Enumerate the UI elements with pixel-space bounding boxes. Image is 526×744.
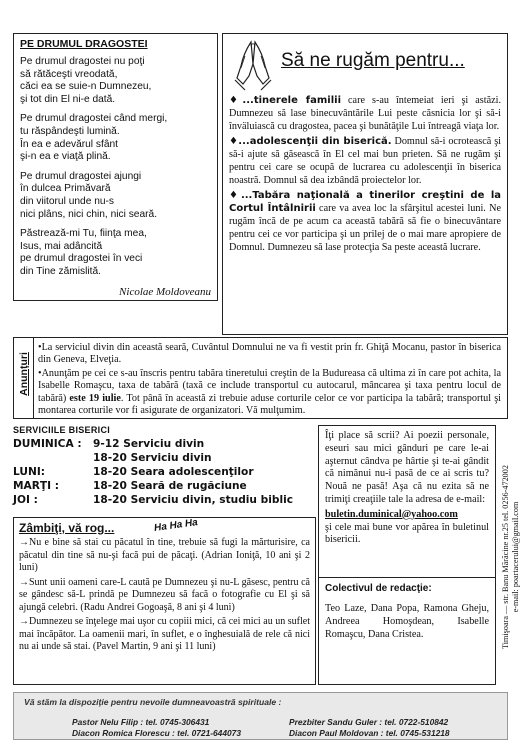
announcements-label-bar	[14, 338, 34, 418]
write-invitation-after: şi cele mai bune vor apărea în buletinul bisericii.	[325, 521, 489, 546]
smile-box	[13, 517, 316, 685]
poem-line: Păstrează-mi Tu, fiinţa mea,	[20, 228, 147, 240]
prayer-item-text: care va avea loc la sfârşitul acestei luni. Ne rugăm încă de pe acum ca această tabără să fie o binecuvântare pentru cei ce vor participa şi un prilej de o mai mare apropiere de Domnul. Dumnezeu să lase protecţia Sa peste această lucrare.	[229, 203, 501, 253]
service-text: 9-12 Serviciu divin	[93, 438, 205, 450]
side-email: e-mail: poartacerului@gmail.com	[511, 501, 520, 613]
footer-contacts	[13, 692, 508, 740]
editorial-box	[318, 577, 496, 685]
footer-contact: Prezbiter Sandu Guler : tel. 0722-510842	[289, 717, 449, 727]
service-day: DUMINICA :	[13, 438, 82, 450]
service-row	[13, 493, 313, 507]
service-row	[13, 479, 313, 493]
editorial-names: Teo Laze, Dana Popa, Ramona Gheju, Andreea Homoşdean, Isabelle Romaşcu, Dana Cristea.	[325, 603, 489, 640]
announcements-label: Anunţuri	[18, 352, 30, 396]
footer-intro: Vă stăm la dispoziţie pentru nevoile dumneavoastră spirituale :	[24, 697, 282, 707]
smile-quote: →Sunt unii oameni care-L caută pe Dumnezeu şi nu-L găsesc, pentru că se gândesc să-L prindă pe Dumnezeu să facă o fotografie cu El şi să ajungă celebri. (Radu Andrei Gogoaşă, 8 ani şi 4 luni)	[19, 576, 310, 613]
poem-line: pe drumul dragostei în veci	[20, 253, 143, 265]
service-day: LUNI:	[13, 466, 46, 478]
poem-title: PE DRUMUL DRAGOSTEI	[20, 38, 148, 50]
prayer-title: Să ne rugăm pentru...	[281, 50, 465, 71]
announcement-2-part: . Tot până în această zi trebuie aduse corturile celor ce vor participa la tabără; transportul şi montarea corturile vor fi asigurate de organizatori. Vă mulţumim.	[38, 392, 501, 417]
poem-stanza	[20, 171, 211, 221]
service-text: 18-20 Serviciu divin, studiu biblic	[93, 494, 293, 506]
poem-stanza	[20, 228, 211, 278]
poem-author: Nicolae Moldoveanu	[119, 286, 211, 298]
poem-stanza	[20, 113, 211, 163]
prayer-item-key: ♦...Tabăra naţională a tinerilor creştini de la Cortul Întâlnirii	[229, 190, 501, 214]
service-text: 18-20 Seară de rugăciune	[93, 480, 247, 492]
announcement-1: •La serviciul divin din această seară, Cuvântul Domnului ne va fi vestit prin fr. Ghiţă Mocanu, pastor în biserica din Geneva, Elveţia.	[38, 342, 501, 366]
prayer-item	[229, 94, 501, 133]
poem-line: Isus, mai adâncită	[20, 240, 103, 252]
poem-line: nici plâns, nici chin, nici seară.	[20, 208, 158, 220]
poem-line: şi-n ea e viaţă plină.	[20, 151, 111, 163]
editorial-title: Colectivul de redacţie:	[325, 583, 432, 594]
poem-line: Pe drumul dragostei nu poţi	[20, 56, 145, 67]
prayer-box	[222, 33, 508, 335]
service-text: 18-20 Seara adolescenţilor	[93, 466, 254, 478]
service-day: JOI :	[13, 494, 38, 506]
prayer-header	[229, 38, 501, 94]
footer-contact: Diacon Romica Florescu : tel. 0721-644073	[72, 728, 241, 738]
praying-hands-icon	[231, 38, 275, 92]
poem-stanza	[20, 56, 211, 106]
prayer-item-text: care s-au întemeiat ieri şi astăzi. Dumnezeu să lase binecuvântările Lui peste căsnicia lor şi să-i înväluiască cu dragostea, pacea şi bunătăţile Lui întreagă viaţa lor.	[229, 95, 501, 132]
contact-email-link[interactable]: buletin.duminical@yahoo.com	[325, 508, 458, 520]
service-day	[13, 451, 93, 465]
side-address: Timişoara — str. Banu Mărăcine nr.25 tel. 0256-472002	[501, 465, 510, 649]
service-text: 18-20 Serviciu divin	[93, 452, 212, 464]
announcement-2	[38, 368, 501, 418]
announcement-deadline: este 19 iulie	[69, 392, 121, 404]
side-contact-text	[501, 432, 521, 682]
announcements-body	[38, 342, 501, 418]
poem-line: din Tine zămislită.	[20, 265, 101, 277]
prayer-item	[229, 135, 501, 187]
prayer-item-text: Domnul să-i ocrotească şi să-i ajute să găsească în El cel mai bun prieten. Să ne rugăm şi pentru cei care se ocupă de lucrarea cu adolescenţii în biserica noastră. Domnul să dea izbândă proiectelor lor.	[229, 136, 501, 186]
announcement-2-part: •Anunţăm pe cei ce s-au înscris pentru tabăra tineretului creştin de la Budureasa că ultima zi în care pot achita, la Isabelle Romaşcu, taxa de tabără (taxă ce include transportul cu autocarul, mâncarea şi taxa pentru locul de tabără)	[38, 367, 501, 404]
prayer-item-key: ♦...tinerele familii	[229, 95, 342, 106]
poem-line: să rătăceşti vreodată,	[20, 68, 118, 80]
smile-title: Zâmbiţi, vă rog...	[19, 521, 115, 535]
poem-line: şi tot din El ni-e dată.	[20, 93, 116, 105]
poem-line: în dulcea Primăvară	[20, 183, 111, 195]
poem-box	[13, 33, 218, 301]
services-section	[13, 425, 313, 520]
write-invitation-box	[318, 425, 496, 581]
smile-quote: →Nu e bine să stai cu păcatul în tine, trebuie să fugi la mărturisire, ca păcatul din tine să nu-şi facă pui de păcaţi. (Adrian Ioniţă, 10 ani şi 2 luni)	[19, 537, 310, 573]
side-contact	[498, 435, 522, 685]
poem-line: căci ea se suie-n Dumnezeu,	[20, 81, 152, 93]
footer-contact: Pastor Nelu Filip : tel. 0745-306431	[72, 717, 210, 727]
poem-line: Pe drumul dragostei când mergi,	[20, 113, 168, 125]
laughing-doodle: Ha Ha Ha	[153, 516, 199, 535]
announcements-box	[13, 337, 508, 419]
poem-line: În ea e adevărul sfânt	[20, 138, 118, 150]
service-row	[13, 451, 313, 465]
poem-line: Pe drumul dragostei ajungi	[20, 170, 142, 182]
prayer-item-key: ♦...adolescenţii din biserică.	[229, 136, 392, 147]
smile-quote: →Dumnezeu se înţelege mai uşor cu copiii mici, că cei mici au un suflet mai încăpător. La oamenii mari, în suflet, e o înghesuială de rele că nici nu ai unde să stai. (Pavel Martin, 9 ani şi 11 luni)	[19, 616, 310, 652]
footer-contact: Diacon Paul Moldovan : tel. 0745-531218	[289, 728, 450, 738]
poem-line: tu răspândeşti lumină.	[20, 125, 120, 137]
prayer-item	[229, 189, 501, 254]
service-day: MARŢI :	[13, 480, 59, 492]
service-row	[13, 465, 313, 479]
write-invitation-text: Îţi place să scrii? Ai poezii personale, eseuri sau mici gânduri pe care le-ai aşternut cândva pe hârtie şi te-ai gândit că nimănui nu-i pasă de ce ai scris tu? Nouă ne pasă! Aşa că nu ezita să ne trimiţi creaţiile tale la adresa de e-mail:	[325, 430, 489, 505]
service-row	[13, 437, 313, 451]
poem-line: din viitorul unde nu-s	[20, 195, 115, 207]
services-title: SERVICIILE BISERICI	[13, 425, 111, 435]
